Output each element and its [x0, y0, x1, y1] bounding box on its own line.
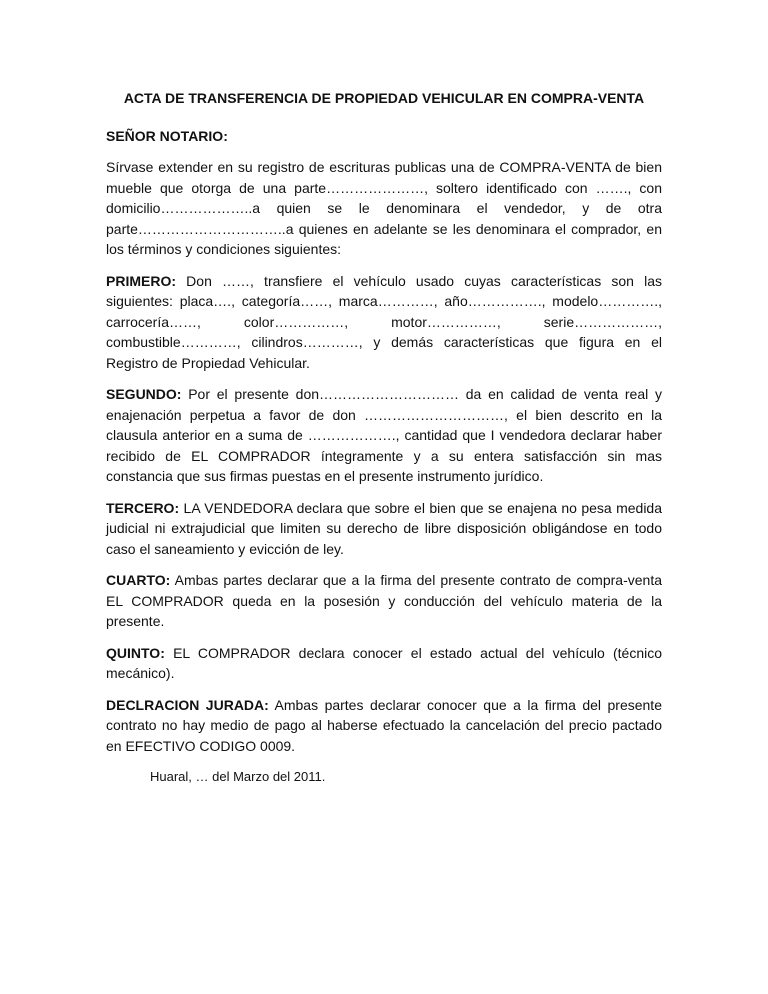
clause-text: Por el presente don………………………… da en calidad de venta real y enajenación perpetua a favor de don …………………………, el bien descrito en la clausula anterior en a suma de ………………., cantidad que I vendedora declarar haber recibido de EL COMPRADOR íntegramente y a su entera satisfacción sin mas constancia que sus firmas puestas en el presente instrumento jurídico.	[106, 386, 662, 484]
clause-text: Ambas partes declarar que a la firma del presente contrato de compra-venta EL COMPRADOR queda en la posesión y conducción del vehículo materia de la presente.	[106, 572, 662, 629]
clause-heading: PRIMERO:	[106, 272, 176, 289]
clause-text: EL COMPRADOR declara conocer el estado actual del vehículo (técnico mecánico).	[106, 644, 663, 681]
document-page	[106, 88, 662, 787]
clause-primero	[106, 271, 662, 374]
clause-tercero	[106, 498, 662, 560]
document-title: ACTA DE TRANSFERENCIA DE PROPIEDAD VEHICULAR EN COMPRA-VENTA	[123, 90, 645, 106]
clause-cuarto	[106, 570, 662, 632]
clause-segundo	[106, 384, 662, 487]
clause-heading: SEGUNDO:	[106, 386, 182, 402]
place-date-line: Huaral, … del Marzo del 2011.	[150, 769, 326, 784]
clause-heading: CUARTO:	[106, 572, 171, 588]
clause-text: Ambas partes declarar conocer que a la firma del presente contrato no hay medio de pago al haberse efectuado la cancelación del precio pactado en EFECTIVO CODIGO 0009.	[106, 696, 662, 754]
clause-heading: DECLRACION JURADA:	[106, 696, 269, 713]
clause-declaracion-jurada	[106, 695, 662, 757]
clause-heading: TERCERO:	[106, 499, 180, 516]
clause-quinto	[106, 643, 662, 684]
addressee: SEÑOR NOTARIO:	[106, 128, 228, 144]
clause-text: Don ……, transfiere el vehículo usado cuyas características son las siguientes: placa…., categoría……, marca…………, año……………., modelo…………., carrocería……, color……………, motor……………, serie………………, combustible…………, cilindros…………, y demás características que figura en el Registro de Propiedad Vehicular.	[106, 272, 663, 371]
clause-heading: QUINTO:	[106, 644, 165, 661]
clause-text: LA VENDEDORA declara que sobre el bien que se enajena no pesa medida judicial ni extrajudicial que limiten su derecho de libre disposición obligándose en todo caso el saneamiento y evicción de ley.	[106, 499, 663, 557]
intro-paragraph: Sírvase extender en su registro de escrituras publicas una de COMPRA-VENTA de bien mueble que otorga de una parte…………………, soltero identificado con ……., con domicilio………………..a quien se le denominara el vendedor, y de otra parte…………………………..a quienes en adelante se les denominara el comprador, en los términos y condiciones siguientes:	[106, 159, 662, 257]
